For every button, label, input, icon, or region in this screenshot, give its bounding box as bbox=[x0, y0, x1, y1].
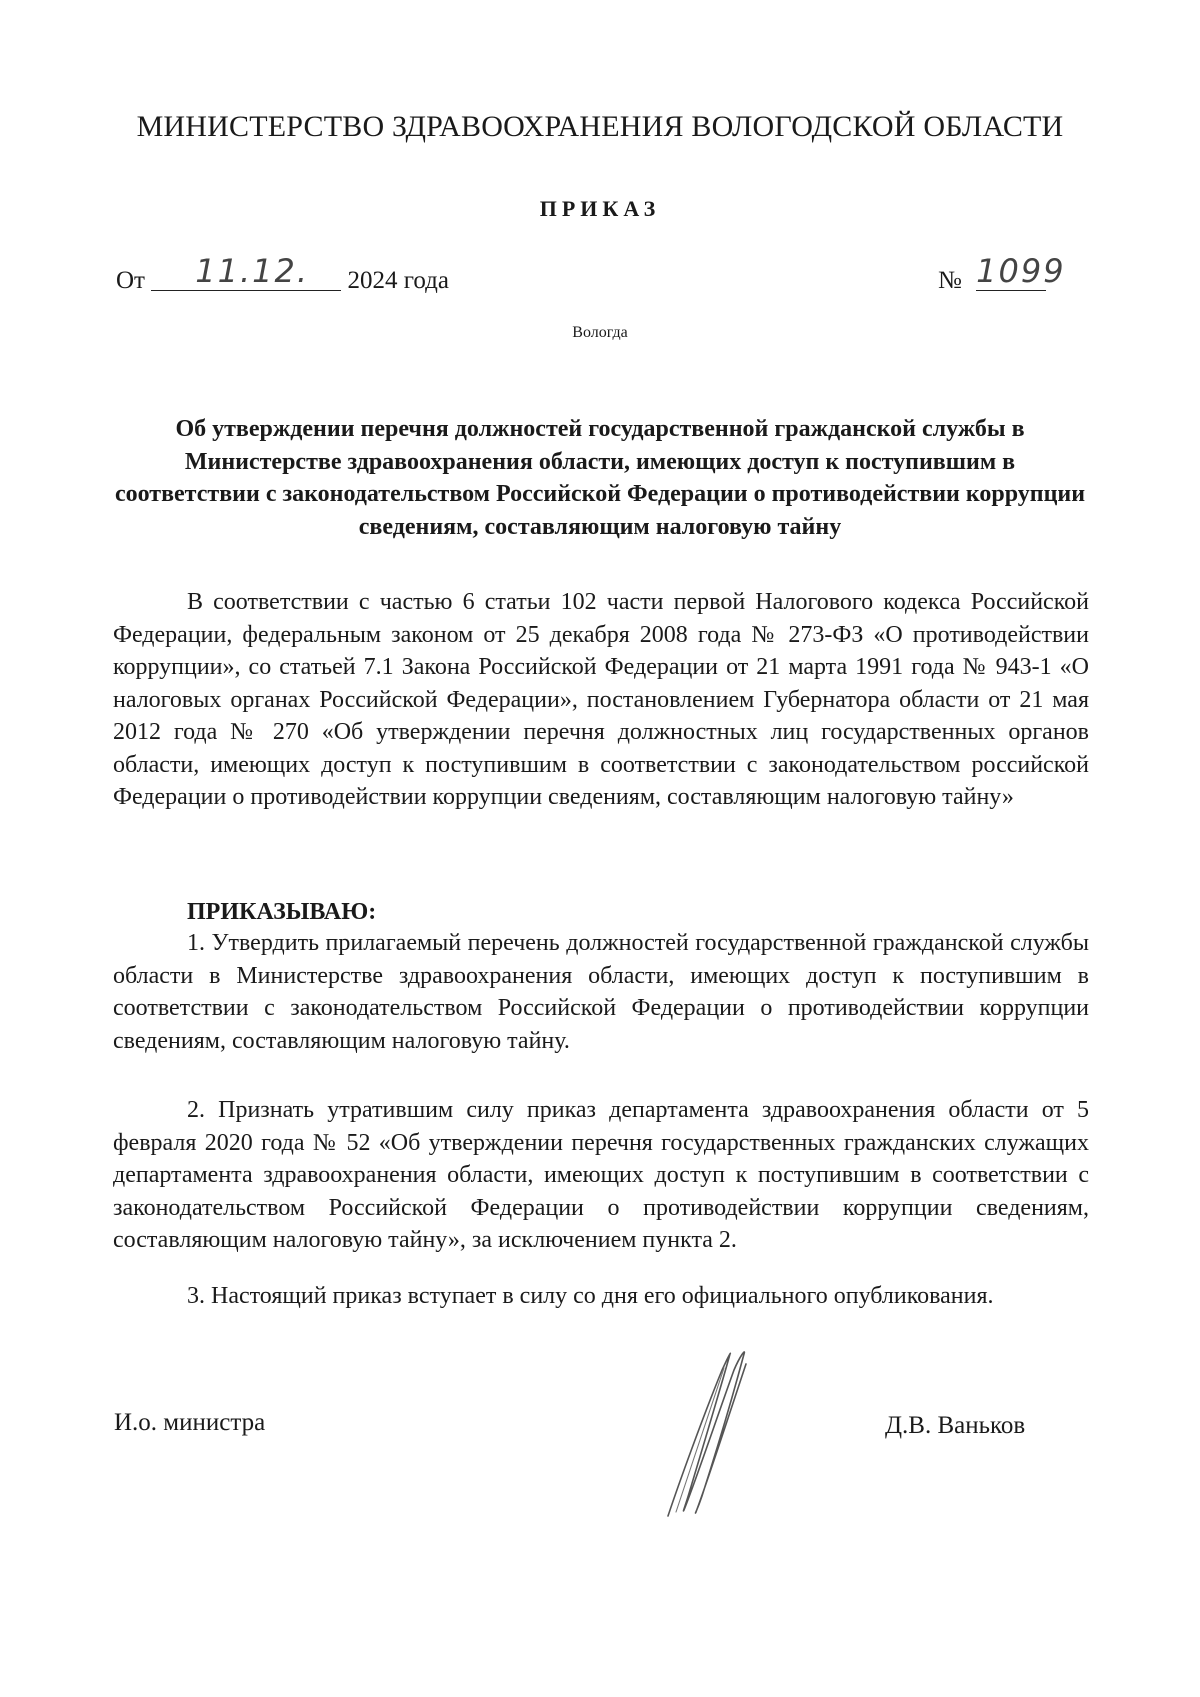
ministry-name: МИНИСТЕРСТВО ЗДРАВООХРАНЕНИЯ ВОЛОГОДСКОЙ ОБЛАСТИ bbox=[136, 110, 1064, 143]
order-item-2: 2. Признать утратившим силу приказ департамента здравоохранения области от 5 февраля 2020 года № 52 «Об утверждении перечня государственных гражданских служащих департамента здравоохранения области, имеющих доступ к поступившим в соответствии с законодательством Российской Федерации о противодействии коррупции сведениям, составляющим налоговую тайну», за исключением пункта 2. bbox=[113, 1097, 1089, 1253]
order-item-1: 1. Утвердить прилагаемый перечень должностей государственной гражданской службы области в Министерстве здравоохранения области, имеющих доступ к поступившим в соответствии с законодательством Российской Федерации о противодействии коррупции сведениям, составляющим налоговую тайну. bbox=[113, 930, 1089, 1054]
handwritten-signature bbox=[660, 1340, 760, 1530]
order-item-3: 3. Настоящий приказ вступает в силу со дня его официального опубликования. bbox=[187, 1283, 994, 1309]
date-line bbox=[116, 252, 449, 297]
number-field bbox=[976, 252, 1066, 291]
preamble: В соответствии с частью 6 статьи 102 части первой Налогового кодекса Российской Федерации, федеральным законом от 25 декабря 2008 года № 273-ФЗ «О противодействии коррупции», со статьей 7.1 Закона Российской Федерации от 21 марта 1991 года № 943-1 «О налоговых органах Российской Федерации», постановлением Губернатора области от 21 мая 2012 года № 270 «Об утверждении перечня должностных лиц государственных органов области, имеющих доступ к поступившим в соответствии с законодательством российской Федерации о противодействии коррупции сведениям, составляющим налоговую тайну» bbox=[113, 589, 1089, 810]
document-type: ПРИКАЗ bbox=[539, 196, 661, 221]
city: Вологда bbox=[572, 324, 628, 341]
date-field bbox=[151, 252, 341, 291]
handwritten-number: 1099 bbox=[976, 252, 1066, 290]
handwritten-date: 11.12. bbox=[195, 252, 310, 290]
number-line bbox=[938, 252, 1066, 297]
date-year: 2024 года bbox=[347, 267, 449, 294]
number-prefix: № bbox=[938, 267, 962, 294]
document-subject: Об утверждении перечня должностей государственной гражданской службы в Министерстве здравоохранения области, имеющих доступ к поступившим в соответствии с законодательством Российской Федерации о противодействии коррупции сведениям, составляющим налоговую тайну bbox=[114, 416, 1086, 540]
signer-name: Д.В. Ваньков bbox=[885, 1412, 1026, 1439]
signer-title: И.о. министра bbox=[114, 1409, 266, 1436]
date-prefix: От bbox=[116, 267, 145, 294]
order-heading: ПРИКАЗЫВАЮ: bbox=[187, 899, 377, 925]
